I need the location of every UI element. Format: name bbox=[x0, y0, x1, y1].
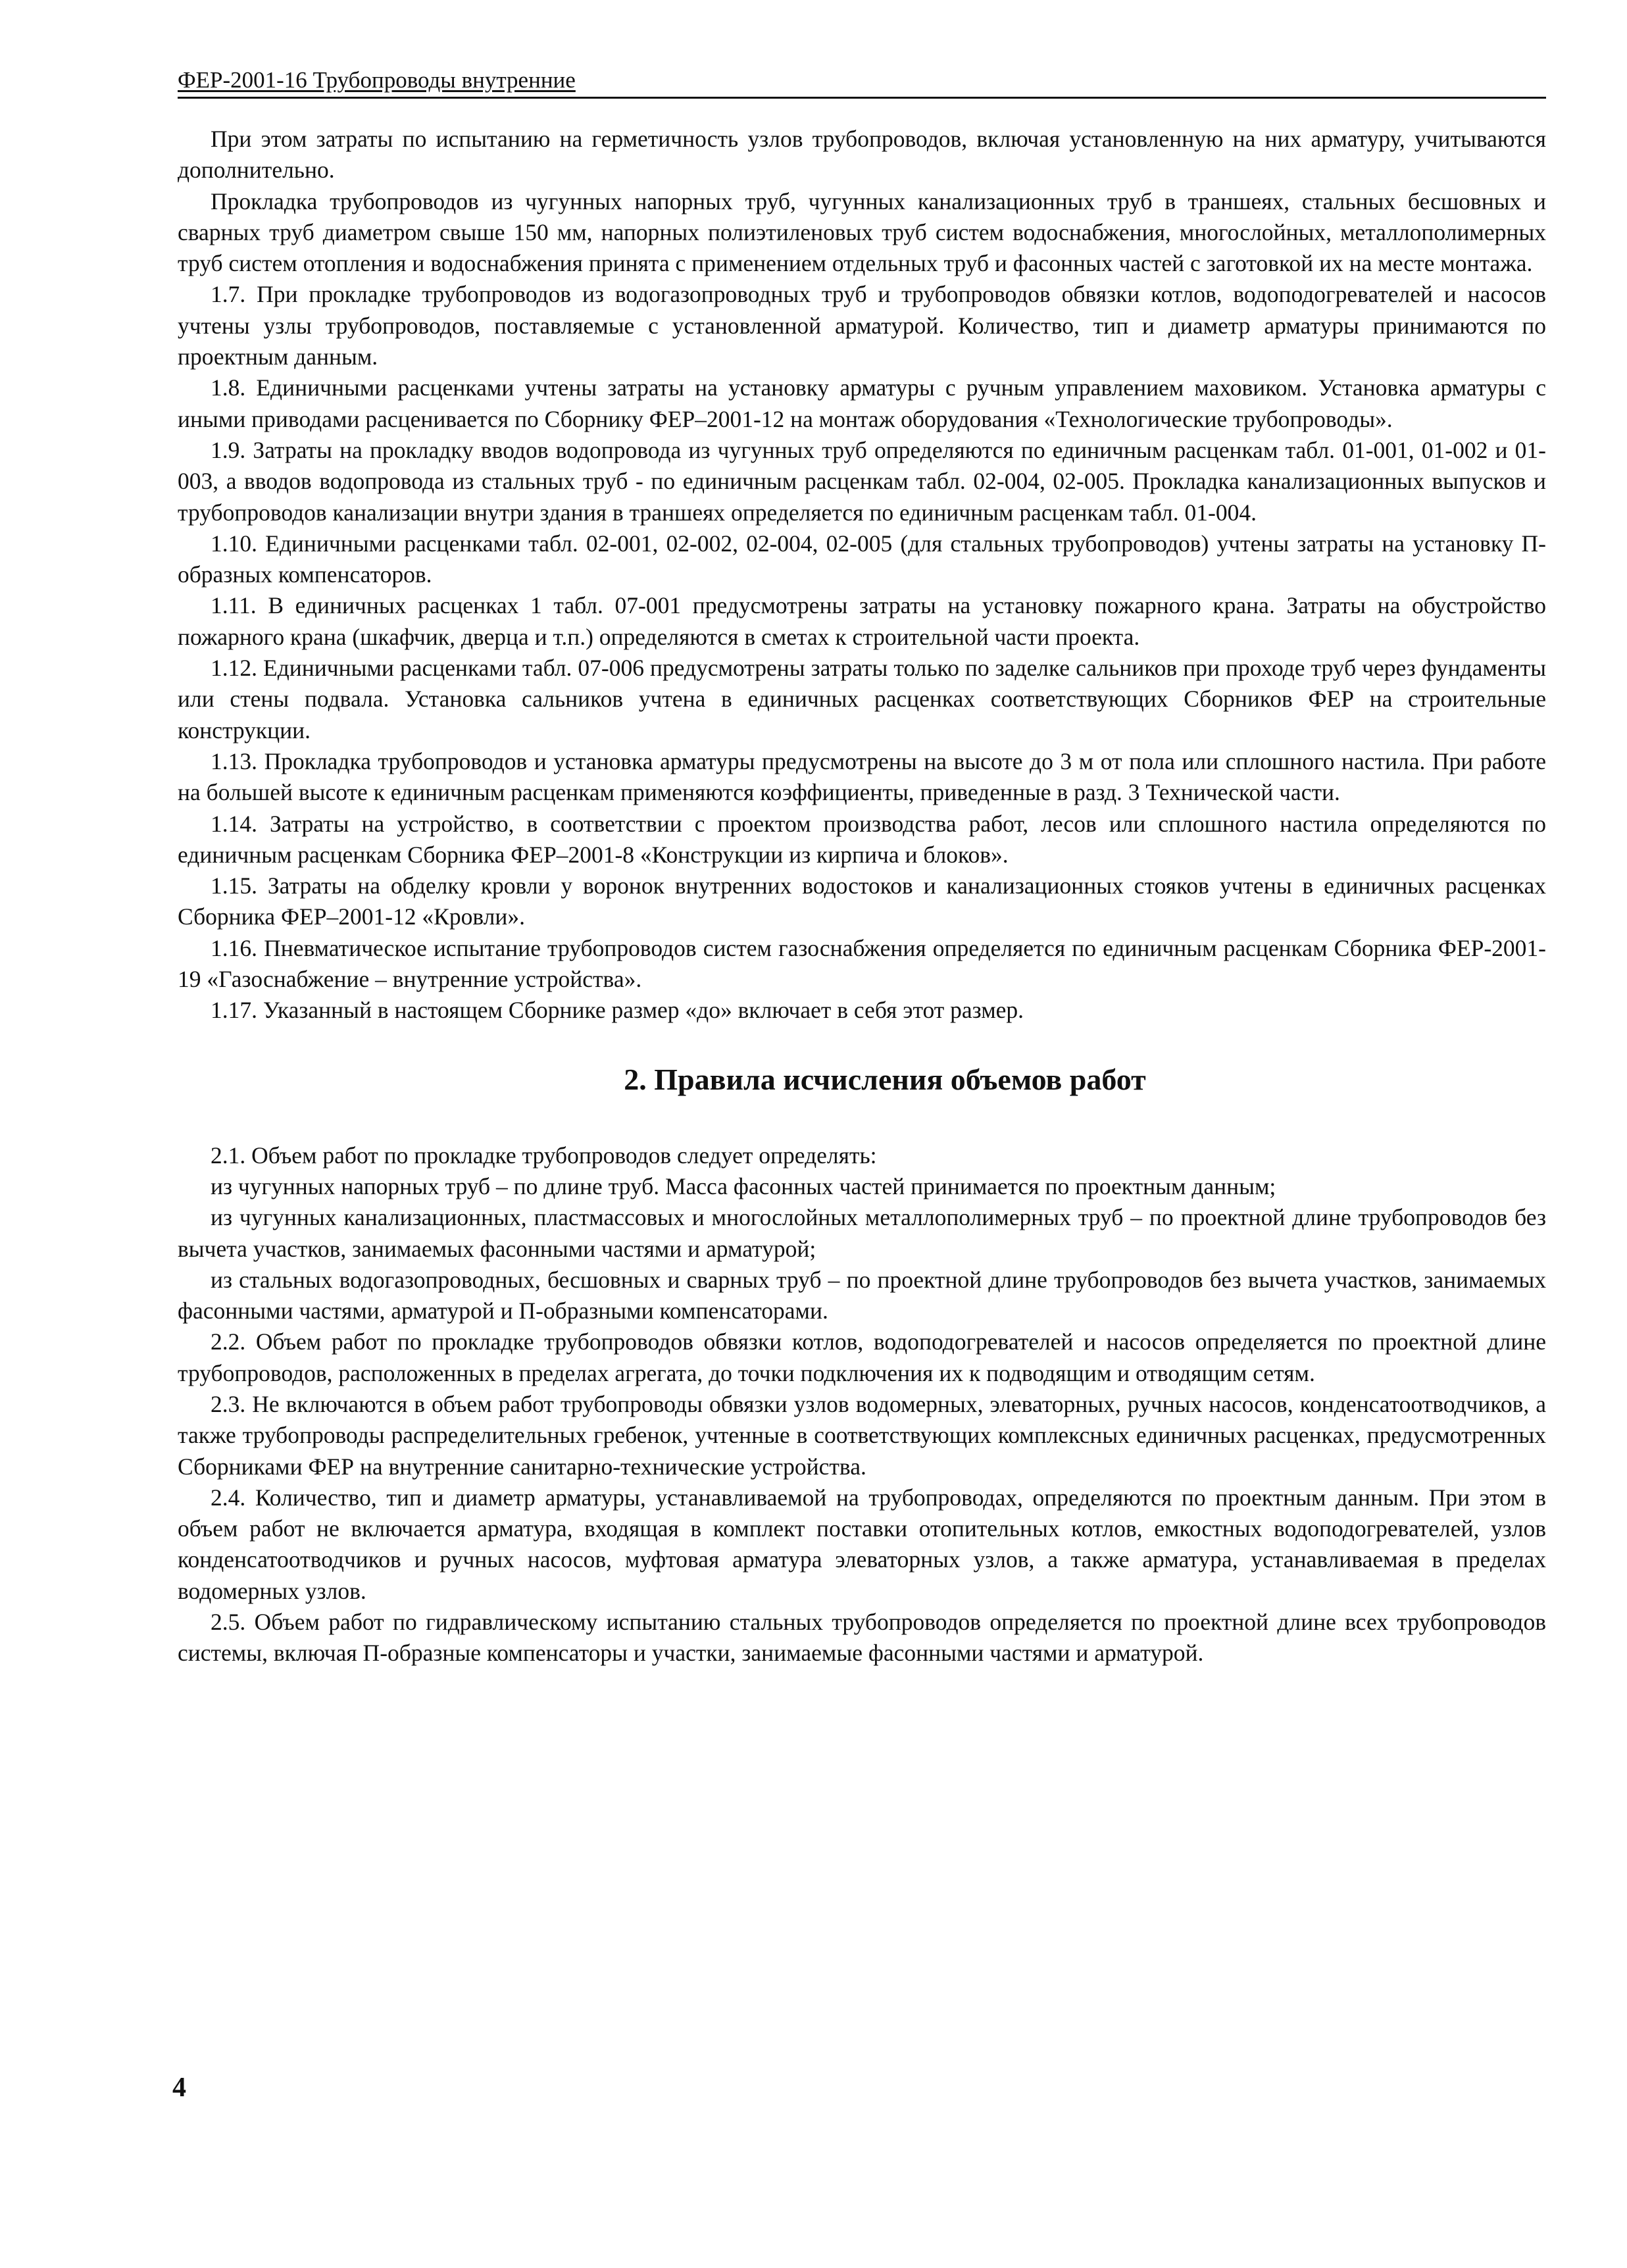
paragraph-1-12: 1.12. Единичными расценками табл. 07-006 предусмотрены затраты только по заделке сальников при проходе труб через фундаменты или стены подвала. Установка сальников учтена в единичных расценках соответствующих Сборников ФЕР на строительные конструкции. bbox=[178, 655, 1546, 743]
paragraph-1-7: 1.7. При прокладке трубопроводов из водогазопроводных труб и трубопроводов обвязки котлов, водоподогревателей и насосов учтены узлы трубопроводов, поставляемые с установленной арматурой. Количество, тип и диаметр арматуры принимаются по проектным данным. bbox=[178, 281, 1546, 370]
paragraph-1-6-laying: Прокладка трубопроводов из чугунных напорных труб, чугунных канализационных труб в траншеях, стальных бесшовных и сварных труб диаметром свыше 150 мм, напорных полиэтиленовых труб систем водоснабжения, многослойных, металлополимерных труб систем отопления и водоснабжения принята с применением отдельных труб и фасонных частей с заготовкой их на месте монтажа. bbox=[178, 188, 1546, 277]
paragraph-2-5: 2.5. Объем работ по гидравлическому испытанию стальных трубопроводов определяется по проектной длине всех трубопроводов системы, включая П-образные компенсаторы и участки, занимаемые фасонными частями и арматурой. bbox=[178, 1609, 1546, 1667]
document-page bbox=[178, 66, 1546, 1669]
running-header bbox=[178, 66, 1546, 99]
paragraph-2-3: 2.3. Не включаются в объем работ трубопроводы обвязки узлов водомерных, элеваторных, ручных насосов, конденсатоотводчиков, а также трубопроводы распределительных гребенок, учтенные в соответствующих комплексных единичных расценках, предусмотренных Сборниками ФЕР на внутренние санитарно-технические устройства. bbox=[178, 1390, 1546, 1480]
paragraph-1-16: 1.16. Пневматическое испытание трубопроводов систем газоснабжения определяется по единичным расценкам Сборника ФЕР-2001-19 «Газоснабжение – внутренние устройства». bbox=[178, 934, 1546, 993]
paragraph-2-4: 2.4. Количество, тип и диаметр арматуры, устанавливаемой на трубопроводах, определяются по проектным данным. При этом в объем работ не включается арматура, входящая в комплект поставки отопительных котлов, емкостных водоподогревателей, узлов конденсатоотводчиков и ручных насосов, муфтовая арматура элеваторных узлов, а также арматура, устанавливаемая в пределах водомерных узлов. bbox=[178, 1484, 1546, 1604]
section-2-title: 2. Правила исчисления объемов работ bbox=[624, 1062, 1146, 1096]
paragraph-1-11: 1.11. В единичных расценках 1 табл. 07-001 предусмотрены затраты на установку пожарного крана. Затраты на обустройство пожарного крана (шкафчик, дверца и т.п.) определяются в сметах к строительной части проекта. bbox=[178, 592, 1546, 650]
paragraph-2-1-plastic: из чугунных канализационных, пластмассовых и многослойных металлополимерных труб – по проектной длине трубопроводов без вычета участков, занимаемых фасонными частями и арматурой; bbox=[178, 1204, 1546, 1262]
paragraph-1-15: 1.15. Затраты на обделку кровли у воронок внутренних водостоков и канализационных стояков учтены в единичных расценках Сборника ФЕР–2001-12 «Кровли». bbox=[178, 872, 1546, 930]
running-header-title: ФЕР-2001-16 Трубопроводы внутренние bbox=[178, 67, 576, 93]
paragraph-1-9: 1.9. Затраты на прокладку вводов водопровода из чугунных труб определяются по единичным расценкам табл. 01-001, 01-002 и 01-003, а вводов водопровода из стальных труб - по единичным расценкам табл. 02-004, 02-005. Прокладка канализационных выпусков и трубопроводов канализации внутри здания в траншеях определяется по единичным расценкам табл. 01-004. bbox=[178, 436, 1546, 526]
section-2-body bbox=[178, 1140, 1546, 1669]
page-number: 4 bbox=[172, 2073, 186, 2103]
paragraph-1-17: 1.17. Указанный в настоящем Сборнике размер «до» включает в себя этот размер. bbox=[211, 997, 1024, 1024]
paragraph-2-1-steel: из стальных водогазопроводных, бесшовных и сварных труб – по проектной длине трубопроводов без вычета участков, занимаемых фасонными частями, арматурой и П-образными компенсаторами. bbox=[178, 1266, 1546, 1324]
technical-part-section-1 bbox=[178, 124, 1546, 1026]
paragraph-2-1: 2.1. Объем работ по прокладке трубопроводов следует определять: bbox=[211, 1142, 877, 1169]
paragraph-1-6-cont: При этом затраты по испытанию на герметичность узлов трубопроводов, включая установленную на них арматуру, учитываются дополнительно. bbox=[178, 126, 1546, 184]
paragraph-1-13: 1.13. Прокладка трубопроводов и установка арматуры предусмотрены на высоте до 3 м от пола или сплошного настила. При работе на большей высоте к единичным расценкам применяются коэффициенты, приведенные в разд. 3 Технической части. bbox=[178, 747, 1546, 806]
paragraph-1-8: 1.8. Единичными расценками учтены затраты на установку арматуры с ручным управлением маховиком. Установка арматуры с иными приводами расценивается по Сборнику ФЕР–2001-12 на монтаж оборудования «Технологические трубопроводы». bbox=[178, 374, 1546, 432]
paragraph-2-1-cast-iron: из чугунных напорных труб – по длине труб. Масса фасонных частей принимается по проектным данным; bbox=[211, 1172, 1276, 1199]
paragraph-1-14: 1.14. Затраты на устройство, в соответствии с проектом производства работ, лесов или сплошного настила определяются по единичным расценкам Сборника ФЕР–2001-8 «Конструкции из кирпича и блоков». bbox=[178, 810, 1546, 868]
paragraph-2-2: 2.2. Объем работ по прокладке трубопроводов обвязки котлов, водоподогревателей и насосов определяется по проектной длине трубопроводов, расположенных в пределах агрегата, до точки подключения их к подводящим и отводящим сетям. bbox=[178, 1328, 1546, 1386]
paragraph-1-10: 1.10. Единичными расценками табл. 02-001, 02-002, 02-004, 02-005 (для стальных трубопроводов) учтены затраты на установку П-образных компенсаторов. bbox=[178, 530, 1546, 588]
